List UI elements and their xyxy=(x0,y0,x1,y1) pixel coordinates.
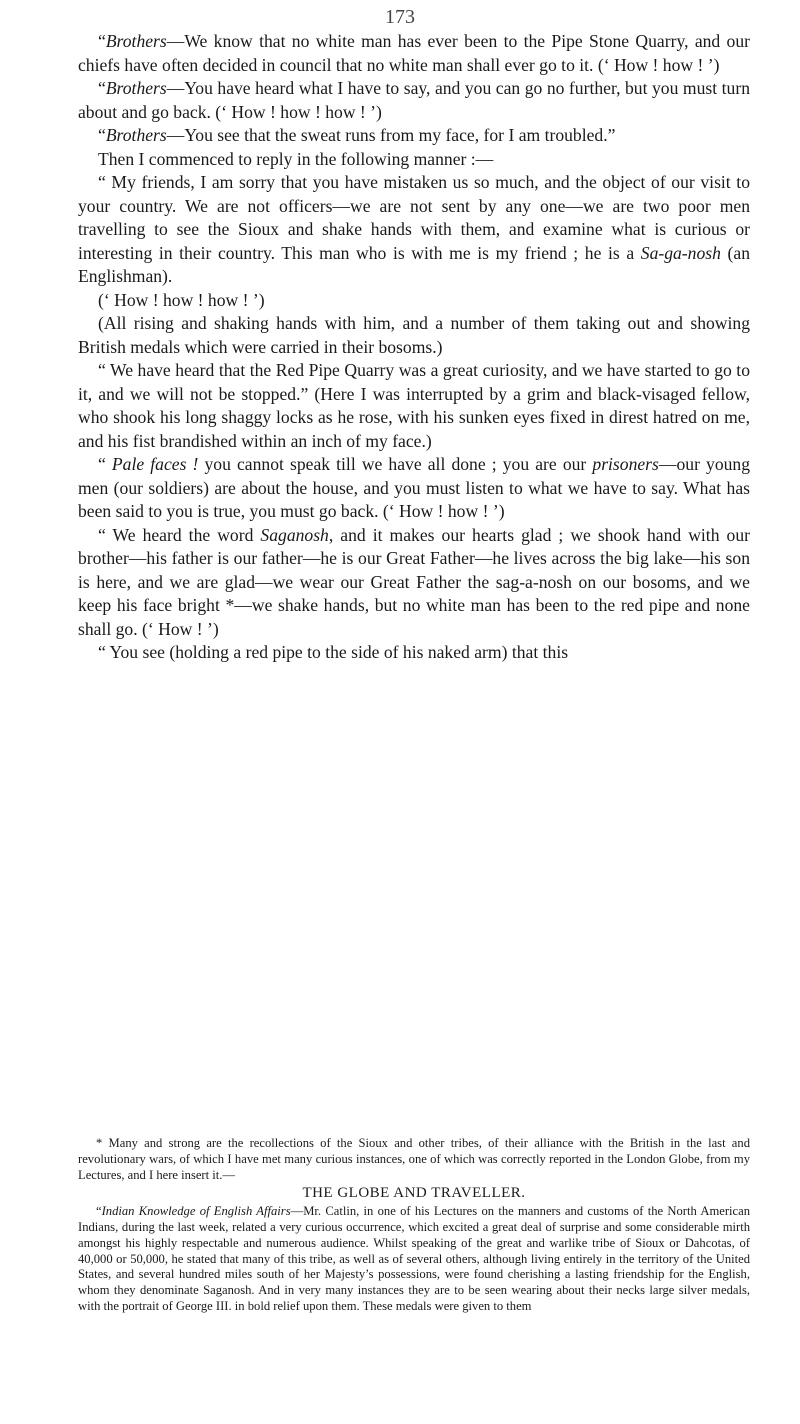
paragraph: “Brothers—You see that the sweat runs from my face, for I am troubled.” xyxy=(98,125,616,145)
paragraph: “ We have heard that the Red Pipe Quarry was a great curiosity, and we have started to go to it, and we will not be stopped.” (Here I was interrupted by a grim and black-visaged fellow, who shook his long shaggy locks as he rose, with his sunken eyes fixed in direst hatred on me, and his fist brandished within an inch of my face.) xyxy=(78,360,750,451)
emphasis: prisoners xyxy=(592,454,659,474)
paragraph: (‘ How ! how ! how ! ’) xyxy=(98,289,265,310)
emphasis: Pale faces ! xyxy=(111,454,199,474)
speaker-label: Brothers xyxy=(105,31,167,51)
speaker-label: Brothers xyxy=(105,125,167,145)
footnote-quote: “Indian Knowledge of English Affairs—Mr. Catlin, in one of his Lectures on the manners and customs of the North American Indians, during the last week, related a very curious occurrence, which excited a great deal of surprise and some considerable mirth amongst his highly respectable and numerous audience. Whilst speaking of the great and warlike tribe of Sioux or Dahcotas, of 40,000 or 50,000, he stated that many of this tribe, as well as of several others, although living entirely in the territory of the United States, and several hundred miles south of her Majesty’s possessions, were found cherishing a lasting friendship for the English, whom they denominate Saganosh. And in very many instances they are to be seen wearing about their necks large silver medals, with the portrait of George III. in bold relief upon them. These medals were given to them xyxy=(78,1204,751,1313)
footnote-intro: * Many and strong are the recollections of the Sioux and other tribes, of their alliance with the British in the last and revolutionary wars, of which I have met many curious instances, one of which was correctly reported in the London Globe, from my Lectures, and I here insert it.— xyxy=(78,1136,750,1182)
paragraph: “Brothers—You have heard what I have to say, and you can go no further, but you must turn about and go back. (‘ How ! how ! how ! ’) xyxy=(78,78,750,122)
name-saganosh: Saganosh xyxy=(260,524,329,545)
name-saganosh: Sa-ga-nosh xyxy=(640,242,721,263)
paragraph: “ You see (holding a red pipe to the side of his naked arm) that this xyxy=(98,642,569,662)
paragraph: (All rising and shaking hands with him, and a number of them taking out and showing British medals which were carried in their bosoms.) xyxy=(78,313,750,357)
paragraph: “Brothers—We know that no white man has ever been to the Pipe Stone Quarry, and our chiefs have often decided in council that no white man shall ever go to it. (‘ How ! how ! ’) xyxy=(78,31,750,75)
paragraph: Then I commenced to reply in the following manner :— xyxy=(98,148,494,169)
footnote xyxy=(78,1136,750,1315)
quote-title: Indian Knowledge of English Affairs xyxy=(101,1204,291,1219)
paragraph: “ My friends, I am sorry that you have mistaken us so much, and the object of our visit to your country. We are not officers—we are not sent by any one—we are two poor men travelling to see the Sioux and shake hands with them, and examine what is curious or interesting in their country. This man who is with me is my friend ; he is a Sa-ga-nosh (an Englishman). xyxy=(78,172,750,286)
paragraph: “ We heard the word Saganosh, and it makes our hearts glad ; we shook hand with our brother—his father is our father—he is our Great Father—he lives across the big lake—his son is here, and we are glad—we wear our Great Father the sag-a-nosh on our bosoms, and we keep his face bright *—we shake hands, but no white man has been to the red pipe and none shall go. (‘ How ! ’) xyxy=(78,524,750,639)
speaker-label: Brothers xyxy=(105,78,167,98)
paragraph: “ Pale faces ! you cannot speak till we have all done ; you are our prisoners—our young men (our soldiers) are about the house, and you must listen to what we have to say. What has been said to you is true, you must go back. (‘ How ! how ! ’) xyxy=(78,454,751,521)
page-number: 173 xyxy=(385,6,415,28)
footnote-heading: THE GLOBE AND TRAVELLER. xyxy=(302,1185,526,1202)
main-text xyxy=(78,30,750,665)
